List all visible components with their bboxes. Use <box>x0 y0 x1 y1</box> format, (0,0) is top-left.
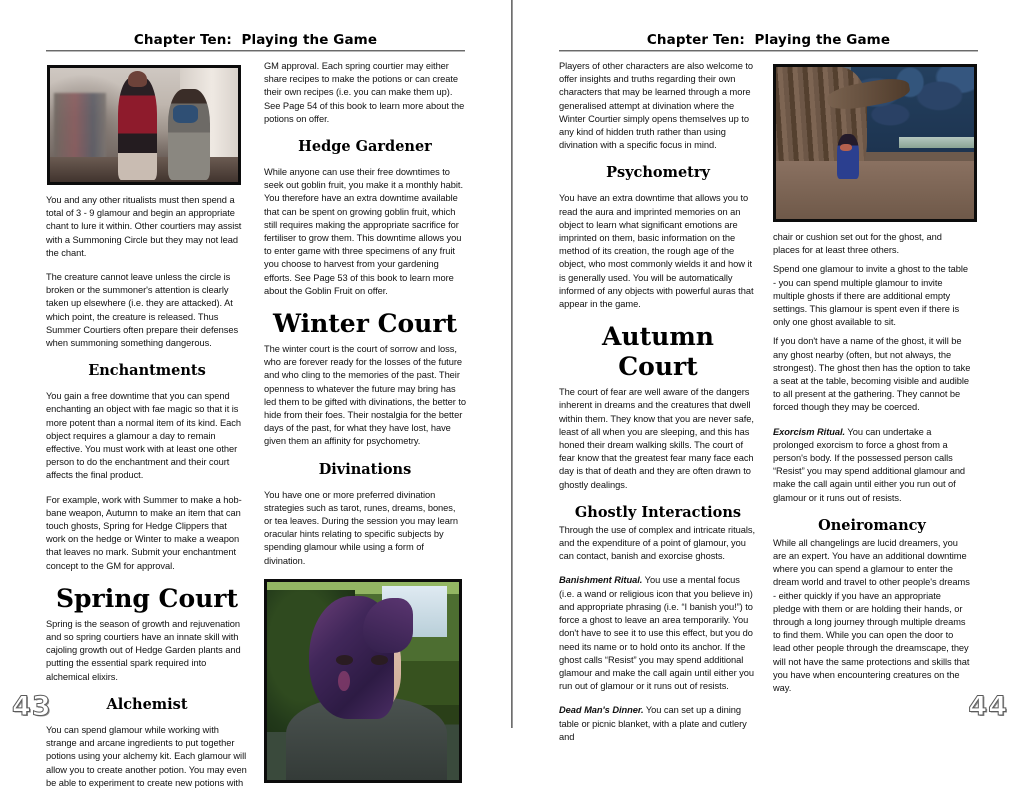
paragraph: Through the use of complex and intricate rituals, and the expenditure of a point of glamour, you can contact, banish and exorcise ghosts. <box>559 524 755 562</box>
exorcism-ritual-label: Exorcism Ritual. <box>773 426 846 437</box>
banishment-ritual-text: You use a mental focus (i.e. a wand or religious icon that you believe in) and appropriate phrasing (i.e. “I banish you!”) to force a ghost to leave an area temporarily. You don't have to see it to use this effect, but you do need its name or to hold onto its anchor. If the ghost calls “Resist” you may spend additional glamour and make the call again until either you run out of glamour or it runs out of resists. <box>559 575 755 692</box>
paragraph: Spring is the season of growth and rejuvenation and so spring courtiers have an innate skill with cajoling growth out of Hedge Garden plants and putting the essential spark required into alchemical elixirs. <box>46 618 241 682</box>
left-page-column-2 <box>264 60 466 702</box>
left-page-columns <box>46 60 471 788</box>
heading-divinations: Divinations <box>318 460 412 478</box>
exorcism-ritual-paragraph <box>773 426 971 505</box>
heading-alchemist: Alchemist <box>106 695 188 713</box>
page-number-right: 44 <box>968 691 1008 722</box>
left-page-column-1 <box>46 60 248 788</box>
right-page-columns <box>559 60 984 742</box>
heading-oneiromancy: Oneiromancy <box>818 516 926 534</box>
right-page-column-1 <box>559 60 757 742</box>
paragraph: You can spend glamour while working with strange and arcane ingredients to put together potions using your alchemy kit. Each glamour will allow you to create another potion. You may even be able to experiment to create new potions with <box>46 724 247 788</box>
paragraph: The court of fear are well aware of the dangers inherent in dreams and the creatures that dwell within them. They know that you are never safe, least of all when you are sleeping, and this has honed their dream walking skills. The court of fear know that the greatest fear many face each day is that of death and they are often drawn to ghostly dealings. <box>559 387 754 490</box>
paragraph: You gain a free downtime that you can spend enchanting an object with fae magic so that it is more potent than a normal item of its kind. Each object requires a glamour a day to remain effective. You must work with at least one other person to do the enchantment and their court affects the final product. <box>46 391 242 481</box>
page-number-left: 43 <box>12 691 52 722</box>
paragraph: You and any other ritualists must then spend a total of 3 - 9 glamour and begin an appropriate chant to lure it within. Other courtiers may assist with a Summoning Circle but they may not lead the chant. <box>46 195 242 258</box>
banishment-ritual-paragraph <box>559 574 757 693</box>
dead-mans-dinner-paragraph <box>559 704 757 744</box>
right-page-column-2 <box>773 60 971 702</box>
paragraph: You have one or more preferred divination strategies such as tarot, runes, dreams, bones, or tea leaves. During the session you may learn oracular hints relating to specific subjects by spending glamour while using a form of divination. <box>264 489 459 566</box>
paragraph: If you don't have a name of the ghost, it will be any ghost nearby (often, but not always, the strongest). The ghost then has the option to take a seat at the table, becoming visible and audible to all present at the gathering. They cannot be forced though they may be coerced. <box>773 336 971 413</box>
heading-spring-court: Spring Court <box>55 583 239 613</box>
running-head-right <box>559 32 978 52</box>
running-head-rule <box>559 50 978 52</box>
heading-winter-court: Winter Court <box>272 309 458 339</box>
heading-hedge-gardener: Hedge Gardener <box>298 138 432 156</box>
dead-mans-dinner-text: You can set up a dining table or picnic blanket, with a plate and cutlery and <box>559 705 747 742</box>
paragraph: For example, work with Summer to make a hob-bane weapon, Autumn to make an item that can touch ghosts, Spring for Hedge Clippers that work on the hedge or Winter to make a weapon that leaves no mark. Submit your enchantment concept to the GM for approval. <box>46 494 242 571</box>
dead-mans-dinner-label: Dead Man's Dinner. <box>559 705 644 716</box>
exorcism-ritual-text: You can undertake a prolonged exorcism to force a ghost from a person's body. If the possessed person calls “Resist” you may spend additional glamour and make the call again until either you run out of glamour or it runs out of resists. <box>773 426 966 503</box>
ritualists-photo <box>47 65 241 185</box>
paragraph: Players of other characters are also welcome to offer insights and truths regarding their own characters that may be learned through a more generalised attempt at divination where the Winter Courtier simply opens themselves up to any kind of hidden truth rather than using divination with a specific focus in mind. <box>559 61 754 151</box>
running-head-title: Chapter Ten: Playing the Game <box>133 32 378 48</box>
paragraph: The creature cannot leave unless the circle is broken or the summoner's attention is clearly taken up elsewhere (i.e. they are attacked). At which point, the creature is released. Thus Summer Courtiers often prepare their defenses when summoning something dangerous. <box>46 272 239 349</box>
heading-psychometry: Psychometry <box>606 164 710 182</box>
running-head-left <box>46 32 465 52</box>
great-tree-photo <box>773 64 977 222</box>
running-head-title: Chapter Ten: Playing the Game <box>646 32 891 48</box>
paragraph: While all changelings are lucid dreamers, you are an expert. You have an additional downtime where you can spend a glamour to enter the dream world and travel to other people's dreams - either quickly if you have an appropriate pledge with them or are holding their hands, or through a long journey through multiple dreams to find them. While you can open the door to lead other people through the dreamscape, they will not have the same protections and skills that you have when encountering creatures on the way. <box>773 537 970 694</box>
page-left <box>0 0 512 788</box>
heading-enchantments: Enchantments <box>88 362 206 380</box>
paragraph: chair or cushion set out for the ghost, and places for at least three others. <box>773 232 942 256</box>
running-head-rule <box>46 50 465 52</box>
heading-ghostly-interactions: Ghostly Interactions <box>574 503 742 521</box>
paragraph: The winter court is the court of sorrow and loss, who are forever ready for the losses of the future and who cling to the memories of the past. Their openness to whatever the future may bring has led them to be gifted with divinations, the better to hide from their foes. Their nostalgia for the better days of the past, for what they have lost, have given them an affinity for psychometry. <box>264 344 467 447</box>
paragraph: GM approval. Each spring courtier may either share recipes to make the potions or can create their own recipes (i.e. you can make them up). See Page 54 of this book to learn more about the potions on offer. <box>264 61 465 124</box>
paragraph: While anyone can use their free downtimes to seek out goblin fruit, you make it a monthly habit. You therefore have an extra downtime available that can be spent on growing goblin fruit, which still requires making the appropriate sacrifice for fertiliser to grow them. This downtime allows you to enter game with three specimens of any fruit you choose to harvest from your gardening efforts. See Page 53 of this book to learn more about the Goblin Fruit on offer. <box>264 167 463 296</box>
banishment-ritual-label: Banishment Ritual. <box>559 575 643 586</box>
paragraph: Spend one glamour to invite a ghost to the table - you can spend multiple glamour to invite multiple ghosts if there are additional empty settings. This glamour is spent even if there is only one ghost available to sit. <box>773 264 969 328</box>
heading-autumn-court: Autumn Court <box>602 322 714 382</box>
page-right <box>512 0 1024 742</box>
paragraph: You have an extra downtime that allows you to read the aura and imprinted memories on an object to learn what significant emotions are imprinted on them, basic information on the method of its creation, the rough age of the object, who most commonly wields it and how it is generally used. You will be automatically informed of any objects with powerful auras that appear in the game. <box>559 193 754 310</box>
purple-haired-changeling-photo <box>264 579 462 783</box>
